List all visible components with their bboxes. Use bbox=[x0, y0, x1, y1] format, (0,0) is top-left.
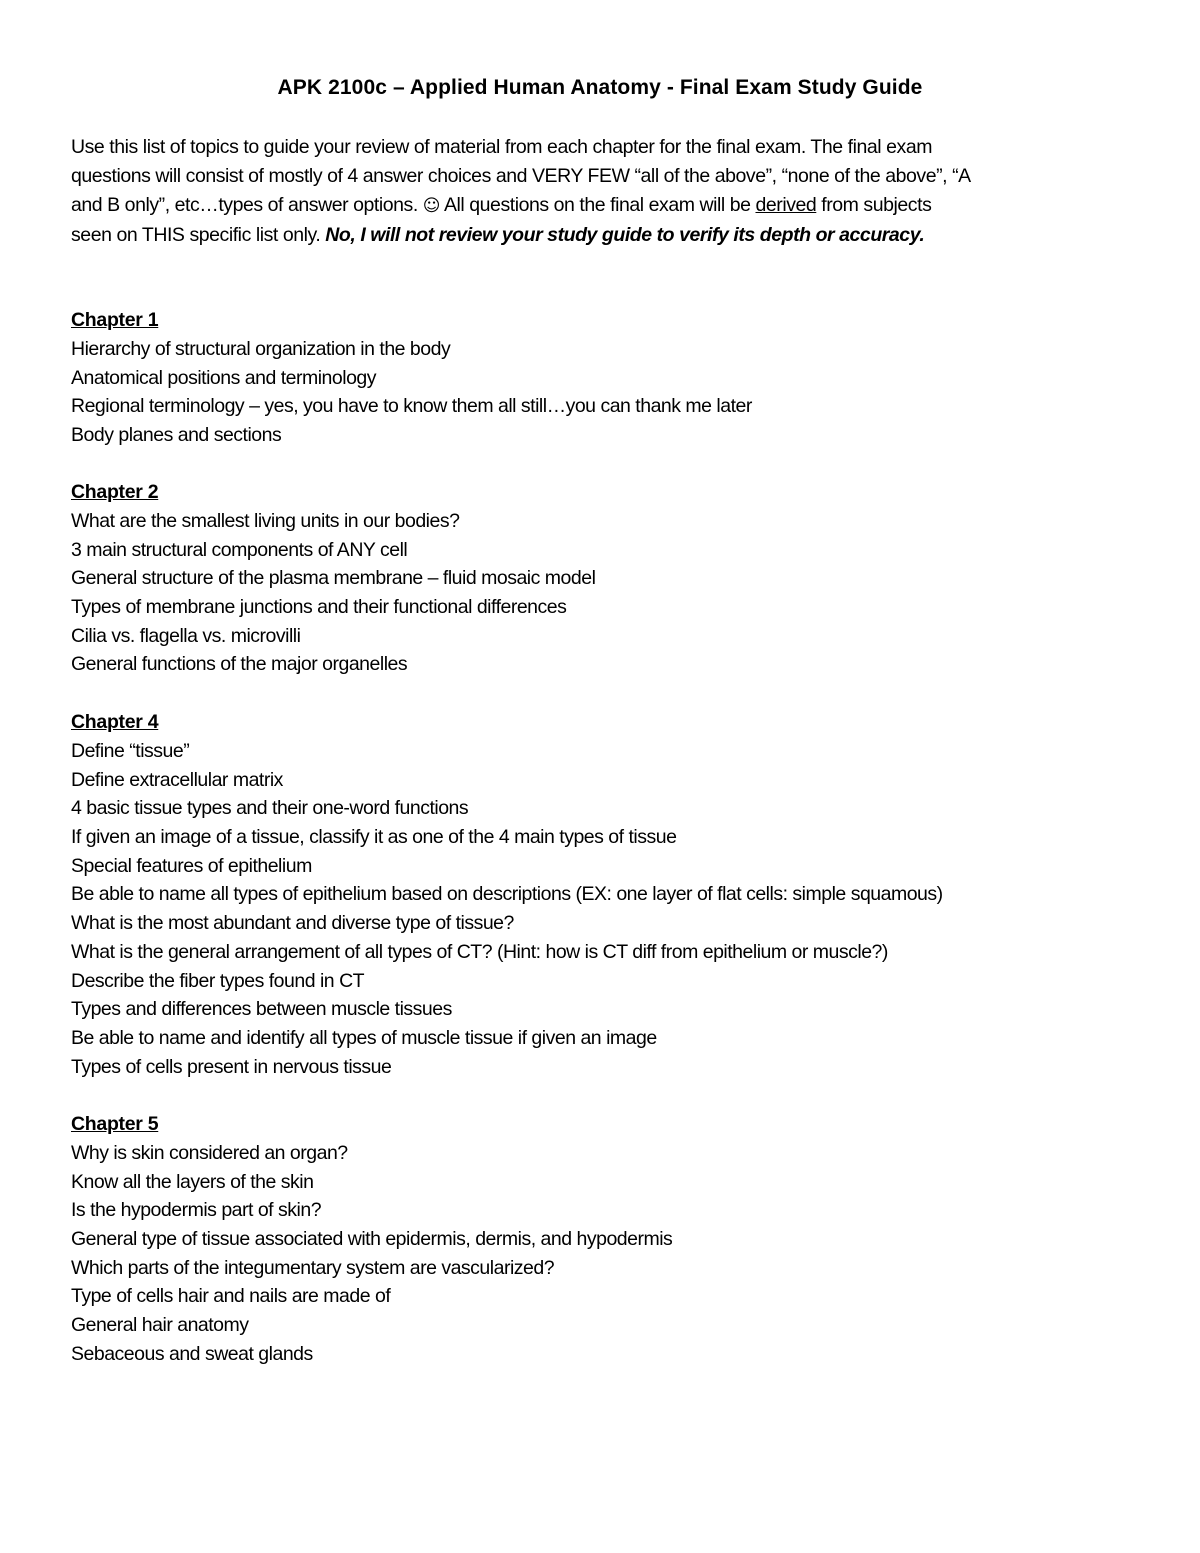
topic-item: Types and differences between muscle tissues bbox=[71, 998, 452, 1021]
intro-paragraph bbox=[71, 133, 1141, 250]
intro-line-3-start: and B only”, etc…types of answer options. bbox=[71, 194, 423, 216]
topic-item: Types of membrane junctions and their functional differences bbox=[71, 596, 567, 619]
topic-item: Define “tissue” bbox=[71, 740, 190, 762]
topic-item: What is the most abundant and diverse type of tissue? bbox=[71, 912, 514, 935]
topic-item: Regional terminology – yes, you have to know them all still…you can thank me later bbox=[71, 395, 752, 418]
intro-line-4-start: seen on THIS specific list only. bbox=[71, 224, 326, 246]
topic-item: Cilia vs. flagella vs. microvilli bbox=[71, 624, 301, 647]
intro-line-3 bbox=[71, 191, 1141, 221]
topic-item: If given an image of a tissue, classify it as one of the 4 main types of tissue bbox=[71, 826, 677, 849]
topic-item: General hair anatomy bbox=[71, 1314, 249, 1337]
chapter-1-section bbox=[71, 306, 1151, 450]
topic-item: Body planes and sections bbox=[71, 424, 282, 447]
intro-line-3-middle: All questions on the final exam will be bbox=[440, 194, 756, 216]
topic-item: What are the smallest living units in our bodies? bbox=[71, 510, 460, 532]
topic-item: Why is skin considered an organ? bbox=[71, 1142, 348, 1164]
topic-item: General functions of the major organelles bbox=[71, 653, 408, 676]
topic-item: 4 basic tissue types and their one-word functions bbox=[71, 797, 469, 820]
topic-item: General structure of the plasma membrane – fluid mosaic model bbox=[71, 567, 596, 590]
chapter-2-section bbox=[71, 478, 1151, 679]
smiley-icon: ☺ bbox=[422, 196, 441, 216]
intro-line-4 bbox=[71, 221, 1141, 250]
topic-item: Describe the fiber types found in CT bbox=[71, 969, 365, 992]
review-disclaimer: No, I will not review your study guide to verify its depth or accuracy. bbox=[325, 224, 925, 246]
topic-item: What is the general arrangement of all types of CT? (Hint: how is CT diff from epithelium or muscle?) bbox=[71, 940, 888, 963]
topic-item: Type of cells hair and nails are made of bbox=[71, 1285, 391, 1308]
chapter-heading: Chapter 1 bbox=[71, 309, 159, 331]
topic-item: Be able to name and identify all types of muscle tissue if given an image bbox=[71, 1026, 657, 1049]
topic-item: Hierarchy of structural organization in the body bbox=[71, 338, 451, 360]
topic-item: Special features of epithelium bbox=[71, 854, 312, 877]
topic-item: Anatomical positions and terminology bbox=[71, 366, 377, 389]
topic-item: Which parts of the integumentary system are vascularized? bbox=[71, 1256, 555, 1279]
document-title: APK 2100c – Applied Human Anatomy - Final Exam Study Guide bbox=[277, 76, 923, 99]
intro-line-1: Use this list of topics to guide your review of material from each chapter for the final exam. The final exam bbox=[71, 136, 933, 158]
intro-line-3-end: from subjects bbox=[816, 194, 932, 216]
chapter-heading: Chapter 4 bbox=[71, 711, 159, 733]
chapter-5-section bbox=[71, 1110, 1151, 1369]
chapter-heading: Chapter 5 bbox=[71, 1113, 159, 1135]
topic-item: Define extracellular matrix bbox=[71, 768, 283, 791]
chapter-heading: Chapter 2 bbox=[71, 481, 159, 503]
topic-item: Types of cells present in nervous tissue bbox=[71, 1055, 392, 1078]
topic-item: Be able to name all types of epithelium based on descriptions (EX: one layer of flat cells: simple squamous) bbox=[71, 883, 943, 906]
topic-item: Know all the layers of the skin bbox=[71, 1170, 314, 1193]
topic-item: Is the hypodermis part of skin? bbox=[71, 1199, 322, 1222]
chapter-4-section bbox=[71, 708, 1151, 1081]
topic-item: 3 main structural components of ANY cell bbox=[71, 538, 408, 561]
intro-line-2: questions will consist of mostly of 4 answer choices and VERY FEW “all of the above”, “none of the above”, “A bbox=[71, 165, 971, 187]
underlined-word-derived: derived bbox=[755, 194, 817, 216]
topic-item: General type of tissue associated with epidermis, dermis, and hypodermis bbox=[71, 1228, 673, 1251]
topic-item: Sebaceous and sweat glands bbox=[71, 1342, 313, 1365]
